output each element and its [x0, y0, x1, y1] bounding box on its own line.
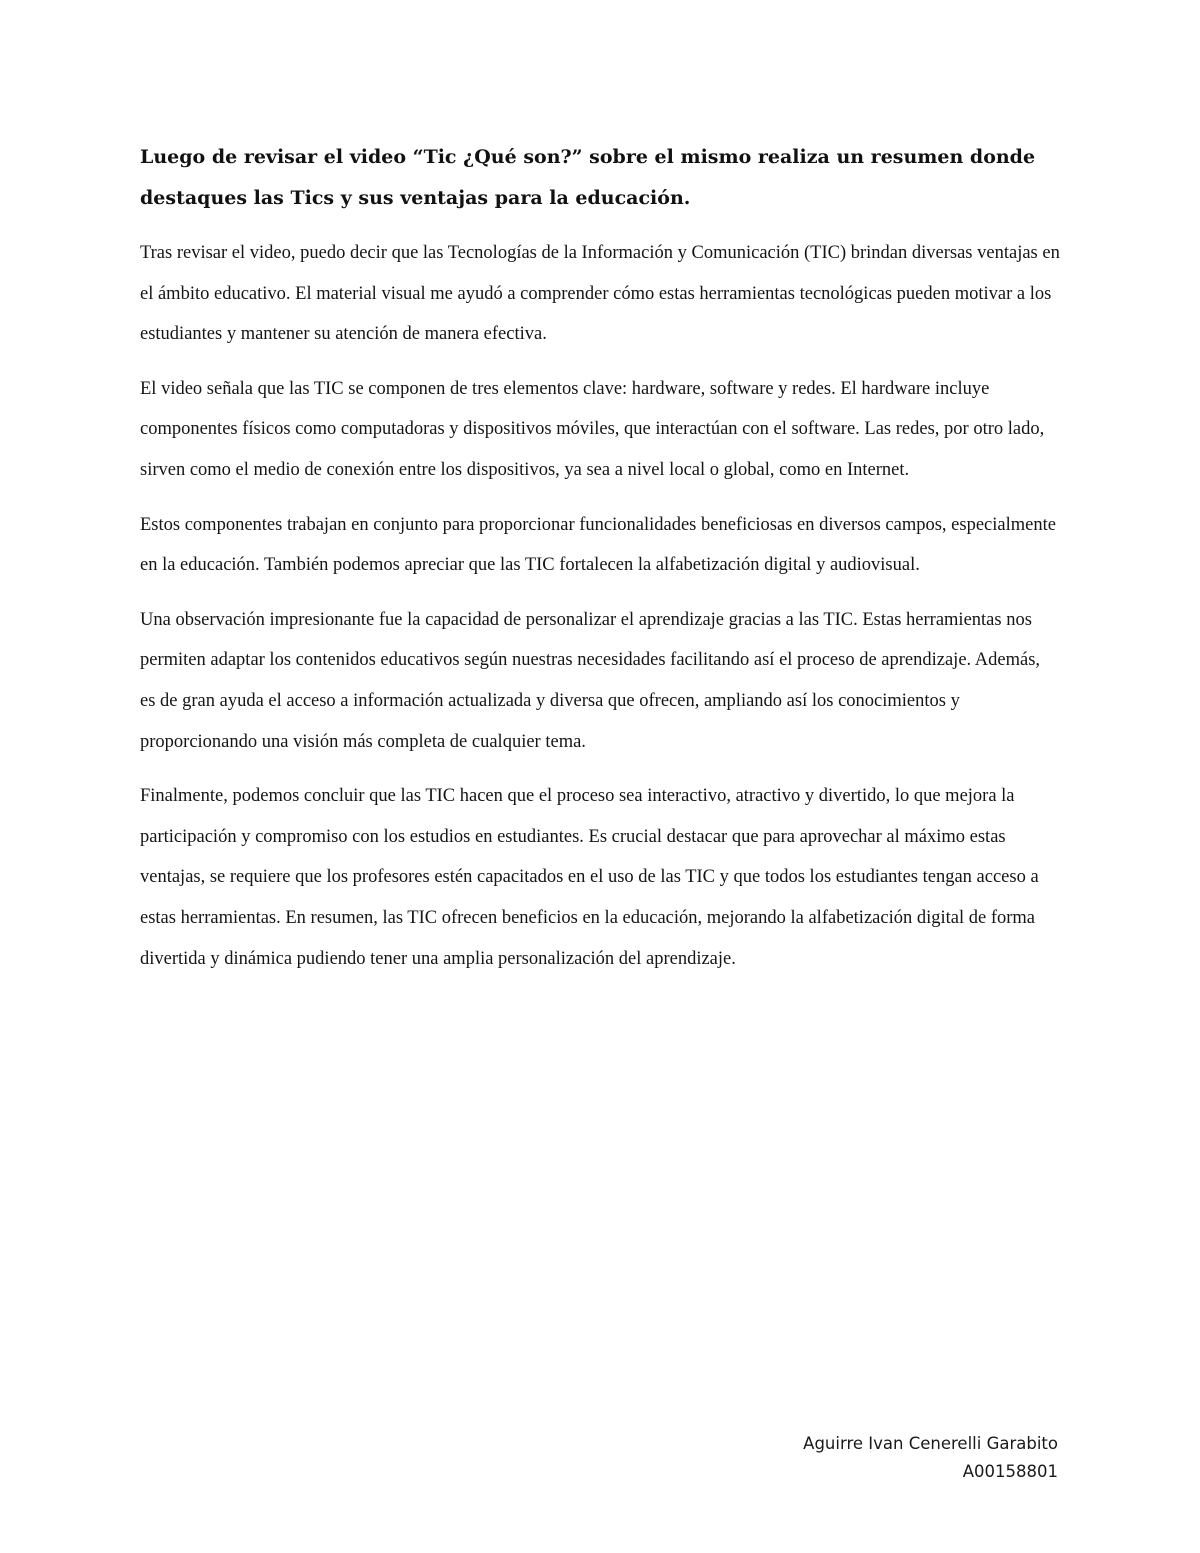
paragraph-functionality: Estos componentes trabajan en conjunto para proporcionar funcionalidades beneficiosas en diversos campos, especialmente en la educación. También podemos apreciar que las TIC fortalecen la alfabetización digital y audiovisual. [140, 514, 1056, 576]
author-signature-block [803, 1430, 1058, 1486]
document-body [140, 137, 1060, 993]
paragraph-components: El video señala que las TIC se componen de tres elementos clave: hardware, software y redes. El hardware incluye componentes físicos como computadoras y dispositivos móviles, que interactúan con el software. Las redes, por otro lado, sirven como el medio de conexión entre los dispositivos, ya sea a nivel local o global, como en Internet. [140, 378, 1045, 480]
author-name: Aguirre Ivan Cenerelli Garabito [803, 1434, 1058, 1453]
paragraph-intro: Tras revisar el video, puedo decir que las Tecnologías de la Información y Comunicación (TIC) brindan diversas ventajas en el ámbito educativo. El material visual me ayudó a comprender cómo estas herramientas tecnológicas pueden motivar a los estudiantes y mantener su atención de manera efectiva. [140, 243, 1060, 345]
paragraph-conclusion: Finalmente, podemos concluir que las TIC hacen que el proceso sea interactivo, atractivo y divertido, lo que mejora la participación y compromiso con los estudios en estudiantes. Es crucial destacar que para aprovechar al máximo estas ventajas, se requiere que los profesores estén capacitados en el uso de las TIC y que todos los estudiantes tengan acceso a estas herramientas. En resumen, las TIC ofrecen beneficios en la educación, mejorando la alfabetización digital de forma divertida y dinámica pudiendo tener una amplia personalización del aprendizaje. [140, 786, 1039, 969]
document-heading: Luego de revisar el video “Tic ¿Qué son?” sobre el mismo realiza un resumen donde destaques las Tics y sus ventajas para la educación. [140, 146, 1036, 209]
student-id: A00158801 [962, 1462, 1058, 1481]
paragraph-personalization: Una observación impresionante fue la capacidad de personalizar el aprendizaje gracias a las TIC. Estas herramientas nos permiten adaptar los contenidos educativos según nuestras necesidades facilitando así el proceso de aprendizaje. Además, es de gran ayuda el acceso a información actualizada y diversa que ofrecen, ampliando así los conocimientos y proporcionando una visión más completa de cualquier tema. [140, 609, 1041, 752]
